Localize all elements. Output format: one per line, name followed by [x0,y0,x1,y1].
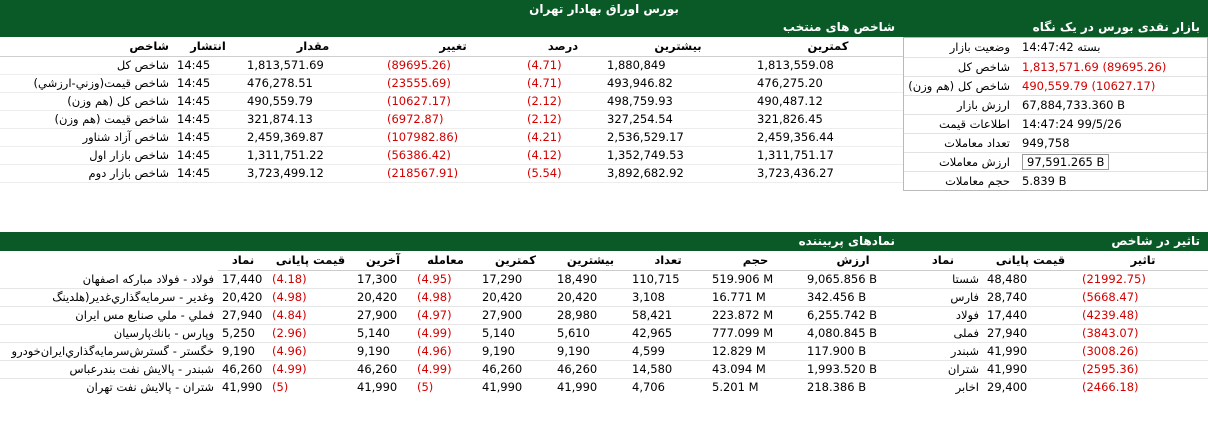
traded-value: 117.900 B [803,342,903,360]
selected-indices-header: شاخص های منتخب [0,18,903,37]
table-row[interactable] [903,342,1208,360]
trade-value-label: ارزش معاملات [904,152,1014,171]
index-time: 14:45 [173,110,243,128]
effect-symbol: فولاد [903,306,983,324]
index-change: (218567.91) [383,164,523,182]
traded-low: 17,290 [478,270,553,288]
table-row [904,171,1207,190]
market-status-label: وضعیت بازار [904,38,1014,57]
traded-volume: 16.771 M [708,288,803,306]
traded-symbol: خگستر - گسترش‌سرمايه‌گذاري‌ايران‌خودرو [0,342,218,360]
table-header-row [0,251,903,270]
traded-close-pct: (4.98) [268,288,353,306]
traded-value: 218.386 B [807,380,867,395]
index-name: شاخص كل (هم وزن) [0,92,173,110]
traded-close-pct: (5) [272,380,289,395]
col-low[interactable]: کمترین [753,37,903,56]
index-change: (56386.42) [383,146,523,164]
effect-value: (5668.47) [1078,288,1208,306]
effect-close: 28,740 [983,288,1078,306]
price-info-value: 14:47:24 99/5/26 [1014,114,1207,133]
col-value[interactable]: مقدار [243,37,383,56]
index-high: 1,880,849 [603,56,753,74]
effect-close: 27,940 [983,324,1078,342]
index-high: 498,759.93 [603,92,753,110]
col-low[interactable]: کمترین [478,251,553,270]
table-row[interactable] [0,378,903,396]
traded-close: 9,190 [218,342,268,360]
traded-volume: 223.872 M [708,306,803,324]
index-time: 14:45 [173,74,243,92]
index-change: (89695.26) [383,56,523,74]
traded-volume: 5.201 M [712,380,759,395]
traded-symbol: وپارس - بانك‌پارسيان‌ [0,324,218,342]
traded-last: 9,190 [353,342,413,360]
table-row[interactable] [903,288,1208,306]
effect-symbol: شتران [903,360,983,378]
index-low: 476,275.20 [753,74,903,92]
traded-last: 41,990 [357,380,398,395]
traded-volume: 519.906 M [708,270,803,288]
index-name: شاخص قيمت(وزني-ارزشي) [0,74,173,92]
effect-close: 41,990 [983,342,1078,360]
selected-indices-panel [0,18,903,183]
traded-value: 1,993.520 B [803,360,903,378]
traded-last: 27,900 [353,306,413,324]
traded-trade-pct: (4.97) [413,306,478,324]
effect-close: 41,990 [983,360,1078,378]
traded-symbol: وغدير - سرمايه‌گذاري‌غدير(هلدينگ‌ [0,288,218,306]
effect-on-index-panel [903,232,1208,396]
traded-count: 14,580 [628,360,708,378]
col-high[interactable]: بیشترین [603,37,753,56]
traded-high: 28,980 [553,306,628,324]
col-symbol[interactable]: نماد [903,251,983,270]
traded-symbol: شتران - پالايش نفت تهران [86,380,215,395]
traded-close: 27,940 [218,306,268,324]
traded-last: 17,300 [353,270,413,288]
effect-value: (21992.75) [1078,270,1208,288]
table-row[interactable] [903,360,1208,378]
effect-close: 48,480 [983,270,1078,288]
traded-high: 41,990 [557,380,598,395]
table-row[interactable] [0,360,903,378]
traded-trade-pct: (4.98) [413,288,478,306]
traded-low: 9,190 [478,342,553,360]
index-percent: (4.71) [523,74,603,92]
table-row [904,95,1207,114]
table-row [904,152,1207,171]
traded-trade-pct: (4.99) [413,360,478,378]
effect-symbol: شستا [903,270,983,288]
traded-value: 4,080.845 B [803,324,903,342]
traded-close-pct: (4.18) [268,270,353,288]
traded-value: 342.456 B [803,288,903,306]
traded-symbol: فملي - ملي‌ صنایع‌ مس‌ ايران‌ [0,306,218,324]
col-high[interactable]: بیشترین [553,251,628,270]
table-row[interactable] [0,110,903,128]
index-high: 327,254.54 [603,110,753,128]
effect-close: 17,440 [983,306,1078,324]
col-publish[interactable]: انتشار [173,37,243,56]
traded-close: 17,440 [218,270,268,288]
trade-value-value: 97,591.265 B [1022,154,1109,170]
index-name: شاخص كل [0,56,173,74]
effect-value: (3843.07) [1078,324,1208,342]
traded-high: 5,610 [553,324,628,342]
index-percent: (4.21) [523,128,603,146]
col-trade[interactable]: معامله [413,251,478,270]
index-time: 14:45 [173,146,243,164]
trade-value-cell [1014,152,1207,171]
index-high: 2,536,529.17 [603,128,753,146]
index-value: 2,459,369.87 [243,128,383,146]
table-row[interactable] [903,270,1208,288]
traded-last: 20,420 [353,288,413,306]
total-index-value: 1,813,571.69 (89695.26) [1014,57,1207,76]
table-row[interactable] [903,378,1208,396]
table-row[interactable] [0,92,903,110]
index-name: شاخص بازار دوم [0,164,173,182]
cash-market-table [904,38,1207,190]
table-row[interactable] [903,306,1208,324]
index-low: 490,487.12 [753,92,903,110]
table-header-row [0,37,903,56]
table-row[interactable] [0,288,903,306]
traded-low: 41,990 [482,380,523,395]
traded-trade-pct: (4.99) [413,324,478,342]
col-close-price[interactable]: قیمت پایانی [983,251,1078,270]
index-name: شاخص بازار اول [0,146,173,164]
trade-count-value: 949,758 [1014,133,1207,152]
index-high: 493,946.82 [603,74,753,92]
most-traded-header: نمادهای پربیننده [0,232,903,251]
index-percent: (5.54) [523,164,603,182]
traded-close: 41,990 [222,380,263,395]
traded-value: 9,065.856 B [803,270,903,288]
traded-high: 9,190 [553,342,628,360]
selected-indices-table [0,37,903,183]
traded-close: 46,260 [218,360,268,378]
effect-close: 29,400 [987,380,1028,395]
effect-value: (4239.48) [1078,306,1208,324]
col-close[interactable]: قیمت پایانی [268,251,353,270]
traded-count: 58,421 [628,306,708,324]
price-info-label: اطلاعات قيمت [904,114,1014,133]
col-effect[interactable]: تاثیر [1078,251,1208,270]
page-title: بورس اوراق بهادار تهران [0,0,1208,18]
index-name: شاخص آزاد شناور [0,128,173,146]
traded-volume: 777.099 M [708,324,803,342]
traded-volume: 43.094 M [708,360,803,378]
index-low: 1,813,559.08 [753,56,903,74]
index-time: 14:45 [173,92,243,110]
trade-volume-value: 5.839 B [1022,173,1067,188]
table-row[interactable] [0,56,903,74]
table-row [904,38,1207,57]
index-value: 490,559.79 [243,92,383,110]
effect-symbol: اخابر [955,380,979,395]
market-value-label: ارزش بازار [904,95,1014,114]
index-low: 1,311,751.17 [753,146,903,164]
traded-high: 20,420 [553,288,628,306]
col-last[interactable]: آخرین [353,251,413,270]
table-row[interactable] [0,270,903,288]
index-value: 321,874.13 [243,110,383,128]
index-value: 1,311,751.22 [243,146,383,164]
trade-count-label: تعداد معاملات [904,133,1014,152]
traded-trade-pct: (4.96) [413,342,478,360]
effect-on-index-header: تاثیر در شاخص [903,232,1208,251]
effect-symbol: فملی [903,324,983,342]
index-time: 14:45 [173,164,243,182]
traded-count: 42,965 [628,324,708,342]
table-row[interactable] [0,128,903,146]
table-row [904,76,1207,95]
effect-symbol: فارس [903,288,983,306]
effect-symbol: شبندر [903,342,983,360]
trade-volume-label: حجم معاملات [945,173,1010,188]
traded-count: 4,706 [632,380,665,395]
most-traded-table [0,251,903,396]
table-header-row [903,251,1208,270]
index-low: 321,826.45 [753,110,903,128]
traded-high: 18,490 [553,270,628,288]
traded-symbol: شبندر - پالايش نفت بندرعباس [0,360,218,378]
table-row[interactable] [0,342,903,360]
most-traded-panel [0,232,903,396]
table-row[interactable] [903,324,1208,342]
col-percent[interactable]: درصد [523,37,603,56]
index-value: 476,278.51 [243,74,383,92]
index-low: 3,723,436.27 [753,164,903,182]
traded-close-pct: (2.96) [268,324,353,342]
traded-volume: 12.829 M [708,342,803,360]
traded-close-pct: (4.99) [268,360,353,378]
index-time: 14:45 [173,56,243,74]
effect-on-index-table [903,251,1208,396]
traded-count: 3,108 [628,288,708,306]
index-high: 1,352,749.53 [603,146,753,164]
cash-market-body [903,37,1208,191]
col-symbol[interactable]: نماد [218,251,268,270]
equal-weight-index-value: 490,559.79 (10627.17) [1014,76,1207,95]
index-value: 3,723,499.12 [243,164,383,182]
index-high: 3,892,682.92 [603,164,753,182]
traded-trade-pct: (4.95) [413,270,478,288]
traded-close: 20,420 [218,288,268,306]
traded-count: 4,599 [628,342,708,360]
traded-count: 110,715 [628,270,708,288]
cash-market-panel [903,18,1208,191]
traded-trade-pct: (5) [417,380,434,395]
index-percent: (4.12) [523,146,603,164]
traded-close-pct: (4.84) [268,306,353,324]
index-change: (107982.86) [383,128,523,146]
index-change: (10627.17) [383,92,523,110]
traded-value: 6,255.742 B [803,306,903,324]
traded-last: 5,140 [353,324,413,342]
traded-low: 5,140 [478,324,553,342]
table-row [904,133,1207,152]
effect-value: (2595.36) [1078,360,1208,378]
traded-low: 20,420 [478,288,553,306]
traded-symbol: فولاد - فولاد مباركه اصفهان [0,270,218,288]
index-percent: (2.12) [523,92,603,110]
index-change: (23555.69) [383,74,523,92]
col-volume[interactable]: حجم [708,251,803,270]
index-percent: (4.71) [523,56,603,74]
table-row[interactable] [0,306,903,324]
index-value: 1,813,571.69 [243,56,383,74]
col-change[interactable]: تغییر [383,37,523,56]
total-index-label: شاخص كل [904,57,1014,76]
cash-market-header: بازار نقدی بورس در یک نگاه [903,18,1208,37]
traded-low: 46,260 [478,360,553,378]
index-low: 2,459,356.44 [753,128,903,146]
table-row[interactable] [0,324,903,342]
table-row[interactable] [0,74,903,92]
effect-value: (2466.18) [1082,380,1139,395]
table-row [904,114,1207,133]
index-name: شاخص قيمت (هم وزن) [0,110,173,128]
table-row[interactable] [0,146,903,164]
index-time: 14:45 [173,128,243,146]
index-percent: (2.12) [523,110,603,128]
equal-weight-index-label: شاخص كل (هم وزن) [904,76,1014,95]
effect-value: (3008.26) [1078,342,1208,360]
col-count[interactable]: تعداد [628,251,708,270]
traded-low: 27,900 [478,306,553,324]
table-row[interactable] [0,164,903,182]
index-change: (6972.87) [383,110,523,128]
table-row [904,57,1207,76]
traded-high: 46,260 [553,360,628,378]
traded-close-pct: (4.96) [268,342,353,360]
col-index-name[interactable]: شاخص [0,37,173,56]
traded-last: 46,260 [353,360,413,378]
traded-close: 5,250 [218,324,268,342]
col-value[interactable]: ارزش [803,251,903,270]
market-status-value: بسته 14:47:42 [1014,38,1207,57]
market-value-value: 67,884,733.360 B [1014,95,1207,114]
